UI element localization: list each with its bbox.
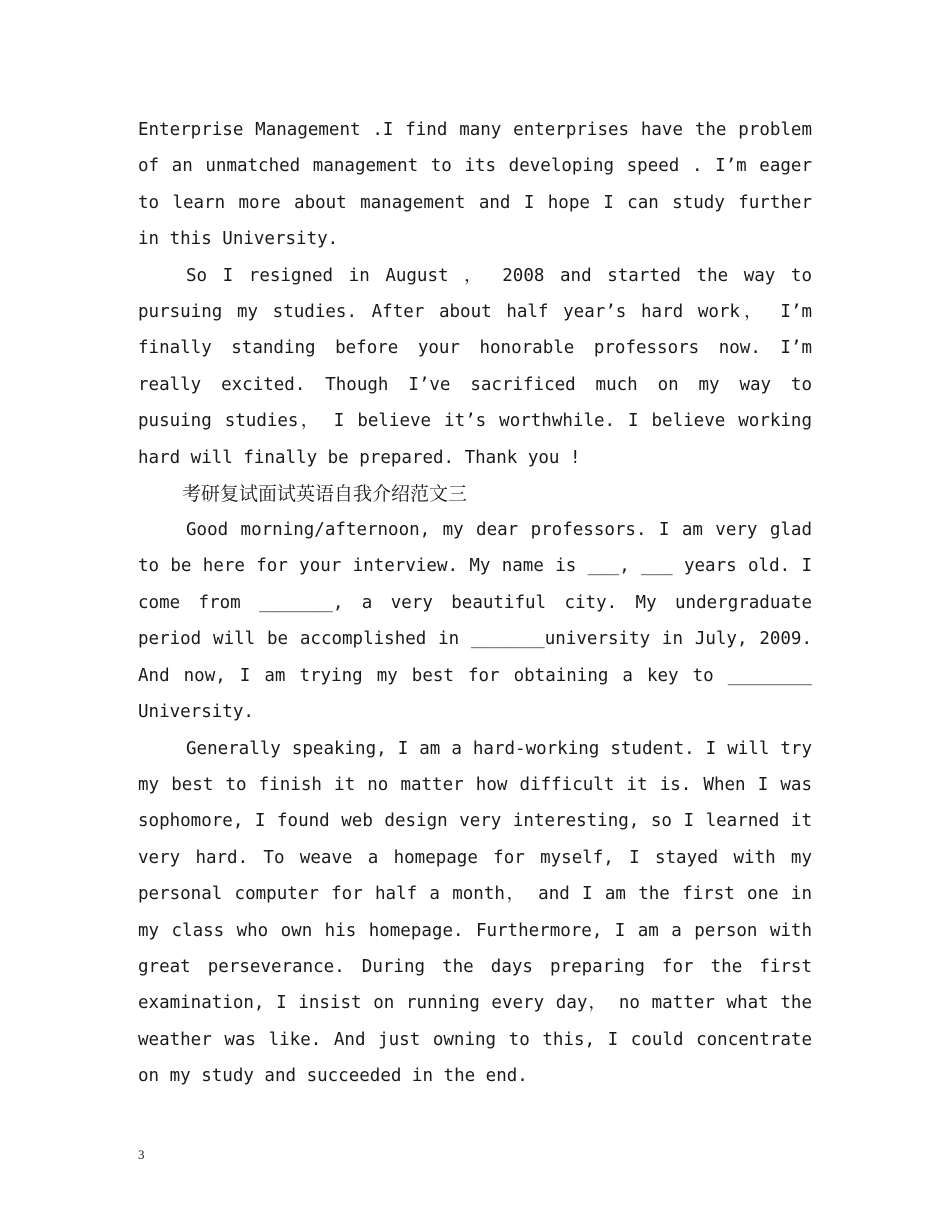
body-paragraph: Enterprise Management .I find many enterprises have the problem of an unmatched management to its developing speed . I’m eager to learn more about management and I hope I can study further in this University. [138, 120, 812, 250]
page-number: 3 [138, 1147, 145, 1162]
body-paragraph: So I resigned in August ， 2008 and started the way to pursuing my studies. After about half year’s hard work， I’m finally standing before your honorable professors now. I’m really excited. Though I’ve sacrificed much on my way to pusuing studies， I believe it’s worthwhile. I believe working hard will finally be prepared. Thank you ! [138, 265, 812, 468]
section-heading: 考研复试面试英语自我介绍范文三 [182, 483, 468, 506]
body-paragraph: Good morning/afternoon, my dear professors. I am very glad to be here for your interview. My name is ___, ___ years old. I come from _______, a very beautiful city. My undergraduate period will be accomplished in _______university in July, 2009. And now, I am trying my best for obtaining a key to ________ University. [138, 520, 812, 723]
body-paragraph: Generally speaking, I am a hard-working student. I will try my best to finish it no matter how difficult it is. When I was sophomore, I found web design very interesting, so I learned it very hard. To weave a homepage for myself, I stayed with my personal computer for half a month， and I am the first one in my class who own his homepage. Furthermore, I am a person with great perseverance. During the days preparing for the first examination, I insist on running every day， no matter what the weather was like. And just owning to this, I could concentrate on my study and succeeded in the end. [138, 738, 812, 1087]
page-body [138, 112, 812, 1095]
